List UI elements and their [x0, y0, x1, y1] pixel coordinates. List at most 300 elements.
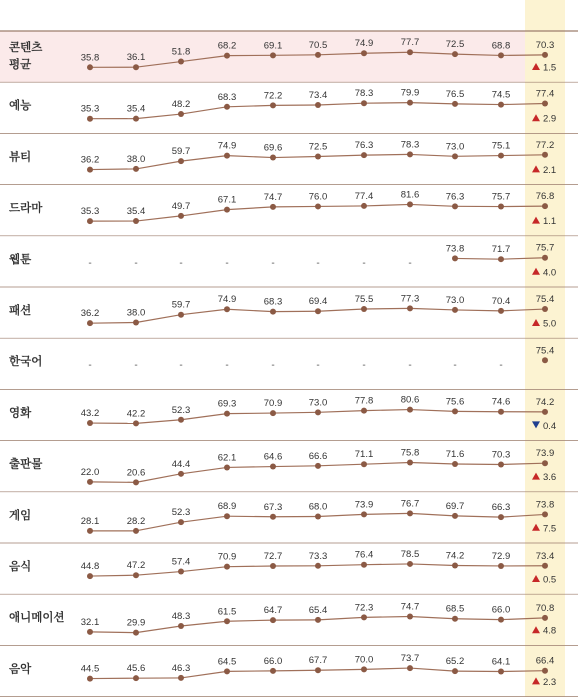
- data-value-label: 67.3: [263, 501, 283, 513]
- data-point: [87, 479, 93, 485]
- data-point: [542, 511, 548, 517]
- data-value-label: 49.7: [171, 200, 191, 212]
- data-value-label: 73.8: [445, 243, 465, 255]
- series-line-segment: [410, 308, 455, 310]
- data-value-label: 78.3: [400, 139, 420, 151]
- series-line-segment: [273, 412, 318, 413]
- data-value-label: 67.7: [308, 655, 328, 667]
- data-point: [361, 50, 367, 56]
- data-value-label: 44.8: [80, 561, 100, 573]
- data-point: [270, 102, 276, 108]
- data-point: [224, 564, 230, 570]
- series-line-segment: [410, 103, 455, 104]
- data-value-label: 42.2: [126, 408, 146, 420]
- change-value-label: 4.0: [543, 267, 557, 279]
- change-value-label: 2.9: [543, 113, 557, 125]
- data-value-label: 71.6: [445, 449, 465, 461]
- series-line-segment: [364, 308, 410, 309]
- data-value-label: 22.0: [80, 466, 100, 478]
- data-value-label: 75.4: [535, 345, 555, 357]
- series-line-segment: [364, 204, 410, 206]
- series-line-segment: [318, 514, 364, 516]
- data-value-label: 75.7: [535, 242, 555, 254]
- data-point: [542, 563, 548, 569]
- data-value-label: 70.0: [354, 654, 374, 666]
- no-data-dash: -: [88, 360, 92, 372]
- no-data-dash: -: [179, 360, 183, 372]
- no-data-dash: -: [88, 257, 92, 269]
- data-point: [498, 153, 504, 159]
- data-point: [315, 514, 321, 520]
- data-value-label: 73.7: [400, 653, 420, 665]
- data-value-label: 46.3: [171, 662, 191, 674]
- series-line-segment: [455, 619, 501, 620]
- data-value-label: 70.8: [535, 602, 555, 614]
- data-point: [178, 471, 184, 477]
- data-point: [224, 104, 230, 110]
- data-point: [361, 152, 367, 158]
- data-point: [87, 116, 93, 122]
- data-value-label: 38.0: [126, 153, 146, 165]
- data-value-label: 71.7: [491, 244, 511, 256]
- data-value-label: 72.5: [445, 39, 465, 51]
- series-line-segment: [364, 617, 410, 618]
- series-line-segment: [455, 310, 501, 311]
- data-point: [133, 420, 139, 426]
- data-point: [87, 218, 93, 224]
- data-point: [542, 203, 548, 209]
- data-value-label: 70.3: [491, 449, 511, 461]
- data-value-label: 68.0: [308, 501, 328, 513]
- data-value-label: 76.5: [445, 88, 465, 100]
- series-line-segment: [410, 617, 455, 619]
- data-point: [452, 461, 458, 467]
- data-value-label: 73.0: [445, 294, 465, 306]
- no-data-dash: -: [179, 257, 183, 269]
- data-point: [315, 463, 321, 469]
- category-label: 영화: [9, 405, 32, 420]
- data-point: [542, 615, 548, 621]
- data-point: [178, 111, 184, 117]
- data-value-label: 76.4: [354, 549, 374, 561]
- series-line-segment: [318, 411, 364, 413]
- data-value-label: 69.7: [445, 500, 465, 512]
- data-value-label: 73.9: [535, 448, 555, 460]
- data-value-label: 70.9: [263, 398, 283, 410]
- data-point: [270, 668, 276, 674]
- data-point: [542, 52, 548, 58]
- series-line-segment: [364, 463, 410, 465]
- series-line-segment: [364, 668, 410, 669]
- data-value-label: 79.9: [400, 87, 420, 99]
- data-point: [452, 51, 458, 57]
- series-line-segment: [90, 169, 136, 170]
- data-point: [270, 155, 276, 161]
- category-label: 드라마: [9, 200, 43, 215]
- change-value-label: 7.5: [543, 523, 557, 535]
- data-value-label: 68.3: [217, 91, 237, 103]
- no-data-dash: -: [408, 257, 412, 269]
- data-point: [407, 151, 413, 157]
- series-line-segment: [364, 513, 410, 514]
- data-point: [452, 255, 458, 261]
- data-value-label: 51.8: [171, 46, 191, 58]
- data-point: [87, 676, 93, 682]
- no-data-dash: -: [271, 257, 275, 269]
- series-line-segment: [227, 207, 273, 210]
- data-point: [542, 668, 548, 674]
- data-value-label: 48.2: [171, 99, 191, 111]
- data-value-label: 72.7: [263, 551, 283, 563]
- data-value-label: 48.3: [171, 611, 191, 623]
- data-point: [498, 409, 504, 415]
- data-point: [542, 152, 548, 158]
- change-value-label: 5.0: [543, 318, 557, 330]
- data-point: [452, 616, 458, 622]
- data-point: [542, 306, 548, 312]
- data-value-label: 68.9: [217, 501, 237, 513]
- data-point: [407, 665, 413, 671]
- data-point: [133, 479, 139, 485]
- change-value-label: 3.6: [543, 472, 557, 484]
- data-value-label: 75.5: [354, 294, 374, 306]
- data-point: [498, 308, 504, 314]
- data-point: [315, 52, 321, 58]
- series-line-segment: [136, 420, 181, 424]
- data-value-label: 76.0: [308, 191, 328, 203]
- data-value-label: 70.9: [217, 551, 237, 563]
- data-point: [407, 614, 413, 620]
- data-value-label: 72.2: [263, 90, 283, 102]
- data-point: [133, 64, 139, 70]
- data-point: [270, 514, 276, 520]
- change-value-label: 2.1: [543, 164, 557, 176]
- data-value-label: 38.0: [126, 307, 146, 319]
- series-line-segment: [318, 206, 364, 207]
- series-line-segment: [410, 668, 455, 671]
- data-value-label: 77.2: [535, 139, 555, 151]
- change-value-label: 2.3: [543, 676, 557, 688]
- data-point: [361, 461, 367, 467]
- series-line-segment: [318, 155, 364, 156]
- data-point: [270, 410, 276, 416]
- data-point: [407, 510, 413, 516]
- data-value-label: 59.7: [171, 299, 191, 311]
- no-data-dash: -: [134, 360, 138, 372]
- data-value-label: 29.9: [126, 617, 146, 629]
- data-point: [270, 52, 276, 58]
- data-point: [87, 573, 93, 579]
- data-value-label: 57.4: [171, 556, 191, 568]
- data-value-label: 73.4: [308, 89, 328, 101]
- change-value-label: 1.1: [543, 216, 557, 228]
- data-value-label: 77.4: [354, 190, 374, 202]
- data-value-label: 73.9: [354, 499, 374, 511]
- data-point: [361, 666, 367, 672]
- data-point: [315, 667, 321, 673]
- data-value-label: 35.8: [80, 52, 100, 64]
- data-value-label: 66.6: [308, 450, 328, 462]
- data-value-label: 74.9: [217, 140, 237, 152]
- category-label: 출판물: [9, 456, 43, 471]
- series-line-segment: [227, 671, 273, 672]
- data-value-label: 36.2: [80, 154, 100, 166]
- series-line-segment: [227, 105, 273, 106]
- data-point: [224, 306, 230, 312]
- data-value-label: 66.4: [535, 655, 555, 667]
- data-point: [452, 153, 458, 159]
- series-line-segment: [136, 572, 181, 576]
- series-line-segment: [90, 575, 136, 576]
- data-value-label: 68.8: [491, 40, 511, 52]
- data-point: [542, 460, 548, 466]
- series-line-segment: [273, 466, 318, 467]
- data-point: [542, 409, 548, 415]
- data-point: [498, 52, 504, 58]
- data-point: [133, 320, 139, 326]
- data-value-label: 70.4: [491, 295, 511, 307]
- data-value-label: 73.8: [535, 499, 555, 511]
- data-point: [178, 623, 184, 629]
- data-value-label: 69.6: [263, 142, 283, 154]
- series-line-segment: [501, 155, 545, 156]
- series-line-segment: [227, 566, 273, 567]
- data-point: [87, 420, 93, 426]
- data-point: [224, 411, 230, 417]
- no-data-dash: -: [453, 360, 457, 372]
- no-data-dash: -: [316, 257, 320, 269]
- series-line-segment: [410, 204, 455, 206]
- data-point: [315, 563, 321, 569]
- data-value-label: 65.4: [308, 604, 328, 616]
- data-point: [498, 256, 504, 262]
- series-line-segment: [364, 564, 410, 565]
- data-point: [178, 312, 184, 318]
- data-value-label: 69.4: [308, 296, 328, 308]
- data-point: [452, 562, 458, 568]
- change-value-label: 1.5: [543, 62, 557, 74]
- data-point: [542, 101, 548, 107]
- data-point: [224, 53, 230, 59]
- category-label: 뷰티: [9, 149, 32, 164]
- data-point: [87, 320, 93, 326]
- data-value-label: 72.5: [308, 141, 328, 153]
- data-value-label: 59.7: [171, 146, 191, 158]
- series-line-segment: [318, 464, 364, 466]
- series-line-segment: [410, 410, 455, 412]
- data-point: [452, 668, 458, 674]
- data-value-label: 70.3: [535, 39, 555, 51]
- data-value-label: 64.1: [491, 656, 511, 668]
- category-label: 게임: [9, 507, 32, 522]
- series-line-segment: [318, 565, 364, 566]
- series-line-segment: [318, 309, 364, 311]
- data-value-label: 28.2: [126, 515, 146, 527]
- series-line-segment: [227, 309, 273, 311]
- data-point: [133, 572, 139, 578]
- data-point: [498, 514, 504, 520]
- data-value-label: 67.1: [217, 194, 237, 206]
- data-value-label: 76.8: [535, 191, 555, 203]
- data-value-label: 47.2: [126, 560, 146, 572]
- series-line-segment: [410, 154, 455, 156]
- data-value-label: 69.1: [263, 40, 283, 52]
- data-point: [542, 357, 548, 363]
- data-point: [542, 255, 548, 261]
- no-data-dash: -: [134, 257, 138, 269]
- data-value-label: 62.1: [217, 452, 237, 464]
- change-value-label: 4.8: [543, 625, 557, 637]
- data-value-label: 70.5: [308, 39, 328, 51]
- data-value-label: 69.3: [217, 398, 237, 410]
- data-point: [224, 464, 230, 470]
- data-point: [452, 408, 458, 414]
- data-value-label: 45.6: [126, 663, 146, 675]
- series-line-segment: [227, 413, 273, 414]
- series-line-segment: [455, 516, 501, 517]
- data-value-label: 75.7: [491, 191, 511, 203]
- data-point: [407, 407, 413, 413]
- data-point: [133, 116, 139, 122]
- data-value-label: 66.0: [491, 604, 511, 616]
- data-value-label: 74.9: [217, 294, 237, 306]
- data-point: [178, 519, 184, 525]
- data-value-label: 66.0: [263, 655, 283, 667]
- data-value-label: 75.8: [400, 447, 420, 459]
- series-line-segment: [227, 516, 273, 517]
- data-value-label: 65.2: [445, 656, 465, 668]
- data-value-label: 43.2: [80, 408, 100, 420]
- data-point: [407, 561, 413, 567]
- data-point: [87, 167, 93, 173]
- series-line-segment: [318, 103, 364, 105]
- no-data-dash: -: [362, 257, 366, 269]
- data-value-label: 74.9: [354, 38, 374, 50]
- data-value-label: 76.3: [445, 191, 465, 203]
- data-point: [133, 675, 139, 681]
- data-value-label: 35.4: [126, 103, 146, 115]
- data-point: [498, 563, 504, 569]
- category-label: 애니메이션: [9, 610, 65, 625]
- data-value-label: 32.1: [80, 616, 100, 628]
- data-point: [224, 618, 230, 624]
- series-line-segment: [318, 617, 364, 619]
- no-data-dash: -: [362, 360, 366, 372]
- no-data-dash: -: [225, 257, 229, 269]
- data-value-label: 66.3: [491, 502, 511, 514]
- series-line-segment: [273, 157, 318, 158]
- data-point: [452, 307, 458, 313]
- series-line-segment: [410, 513, 455, 516]
- data-point: [315, 409, 321, 415]
- data-point: [407, 305, 413, 311]
- data-point: [361, 100, 367, 106]
- data-value-label: 78.3: [354, 88, 374, 100]
- data-point: [361, 306, 367, 312]
- data-value-label: 74.7: [400, 601, 420, 613]
- data-value-label: 77.3: [400, 293, 420, 305]
- data-value-label: 73.3: [308, 550, 328, 562]
- data-value-label: 64.5: [217, 656, 237, 668]
- data-point: [270, 464, 276, 470]
- category-label: 콘텐츠 평균: [9, 40, 43, 71]
- data-value-label: 28.1: [80, 515, 100, 527]
- data-point: [361, 614, 367, 620]
- data-point: [315, 617, 321, 623]
- data-value-label: 44.4: [171, 458, 191, 470]
- series-line-segment: [455, 156, 501, 157]
- data-value-label: 75.4: [535, 294, 555, 306]
- data-point: [407, 201, 413, 207]
- series-line-segment: [90, 632, 136, 633]
- data-point: [178, 569, 184, 575]
- data-value-label: 77.8: [354, 395, 374, 407]
- data-value-label: 72.9: [491, 550, 511, 562]
- data-value-label: 71.1: [354, 449, 374, 461]
- data-value-label: 80.6: [400, 394, 420, 406]
- data-value-label: 20.6: [126, 467, 146, 479]
- data-point: [498, 617, 504, 623]
- no-data-dash: -: [316, 360, 320, 372]
- data-point: [361, 408, 367, 414]
- data-point: [178, 675, 184, 681]
- data-point: [224, 207, 230, 213]
- no-data-dash: -: [499, 360, 503, 372]
- data-point: [133, 630, 139, 636]
- data-value-label: 77.7: [400, 37, 420, 49]
- category-label: 한국어: [9, 354, 43, 369]
- data-value-label: 74.6: [491, 396, 511, 408]
- data-value-label: 78.5: [400, 548, 420, 560]
- data-value-label: 35.3: [80, 103, 100, 115]
- data-point: [315, 203, 321, 209]
- change-value-label: 0.4: [543, 420, 557, 432]
- data-point: [270, 204, 276, 210]
- data-value-label: 77.4: [535, 88, 555, 100]
- data-point: [224, 668, 230, 674]
- series-line-segment: [455, 258, 501, 259]
- data-point: [407, 100, 413, 106]
- series-line-segment: [364, 154, 410, 155]
- data-value-label: 36.2: [80, 308, 100, 320]
- data-value-label: 61.5: [217, 606, 237, 618]
- data-value-label: 68.5: [445, 603, 465, 615]
- data-point: [270, 309, 276, 315]
- data-point: [87, 64, 93, 70]
- data-point: [315, 102, 321, 108]
- data-point: [178, 213, 184, 219]
- data-point: [133, 528, 139, 534]
- data-point: [498, 102, 504, 108]
- category-label: 패션: [9, 303, 32, 317]
- no-data-dash: -: [225, 360, 229, 372]
- series-line-segment: [364, 410, 410, 411]
- data-point: [407, 49, 413, 55]
- series-line-segment: [273, 55, 318, 56]
- series-line-segment: [227, 620, 273, 621]
- data-value-label: 64.6: [263, 451, 283, 463]
- data-point: [224, 513, 230, 519]
- data-point: [270, 563, 276, 569]
- no-data-dash: -: [408, 360, 412, 372]
- series-line-segment: [136, 114, 181, 119]
- data-value-label: 76.3: [354, 140, 374, 152]
- data-point: [407, 460, 413, 466]
- series-line-segment: [410, 463, 455, 465]
- data-point: [498, 669, 504, 675]
- data-value-label: 73.4: [535, 550, 555, 562]
- data-value-label: 76.7: [400, 498, 420, 510]
